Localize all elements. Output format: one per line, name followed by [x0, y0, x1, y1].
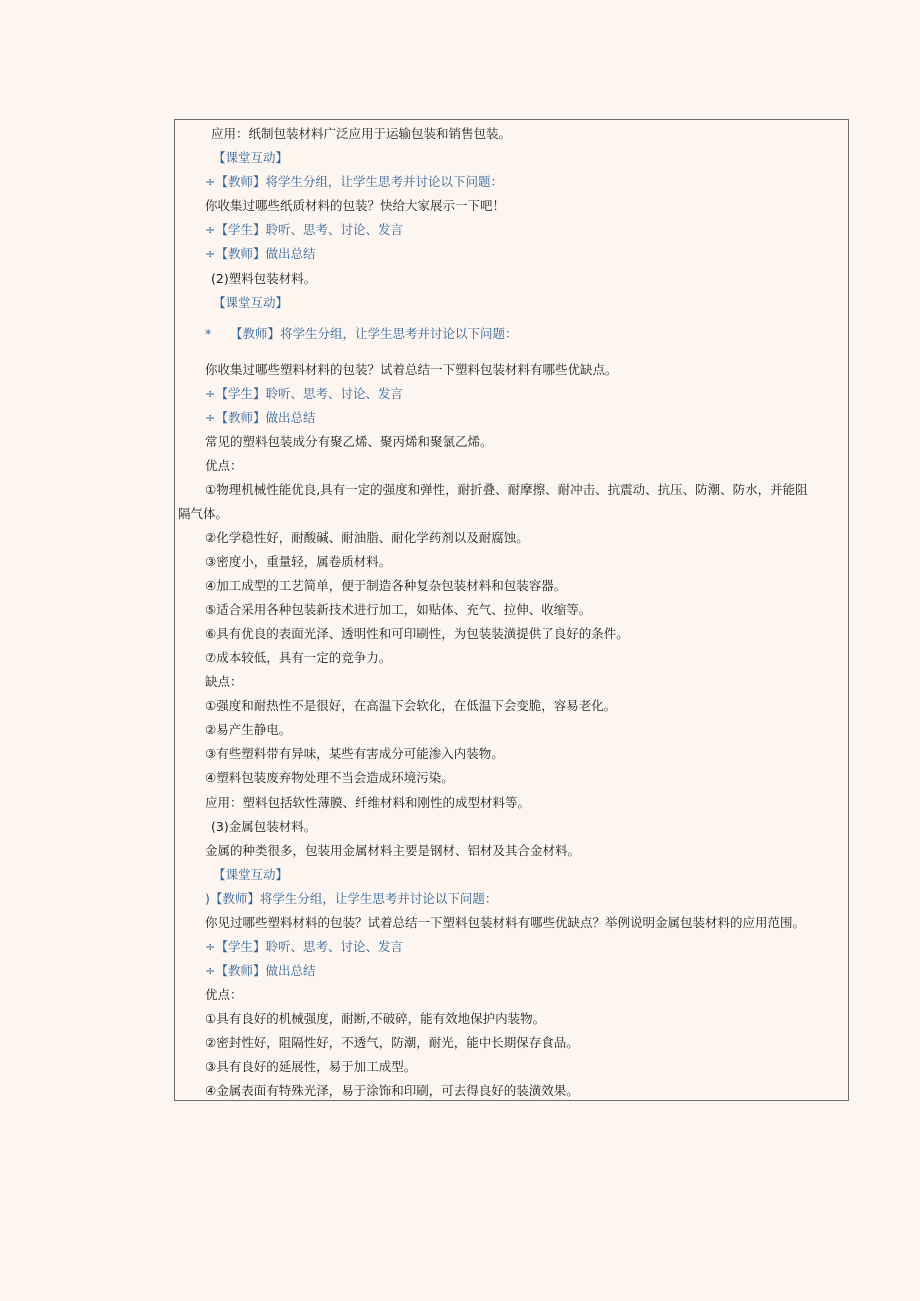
text-line-19: ④加工成型的工艺简单，便于制造各种复杂包装材料和包装容器。 [205, 578, 567, 593]
text-line-1: 应用：纸制包装材料广泛应用于运输包装和销售包装。 [211, 126, 512, 141]
text-line-21: ⑥具有优良的表面光泽、透明性和可印刷性，为包装装潢提供了良好的条件。 [205, 626, 629, 641]
text-line-34: ÷【学生】聆听、思考、讨论、发言 [205, 939, 403, 954]
text-line-40: ④金属表面有特殊光泽，易于涂饰和印刷，可去得良好的装潢效果。 [205, 1083, 579, 1098]
text-line-31: 【课堂互动】 [213, 867, 289, 882]
text-line-6: ÷【教师】做出总结 [205, 246, 316, 261]
text-line-14: 优点： [205, 458, 243, 473]
text-line-12: ÷【教师】做出总结 [205, 410, 316, 425]
text-line-37: ①具有良好的机械强度，耐断,不破碎，能有效地保护内装物。 [205, 1011, 546, 1026]
text-line-39: ③具有良好的延展性，易于加工成型。 [205, 1059, 417, 1074]
text-line-9: * 【教师】将学生分组，让学生思考并讨论以下问题： [205, 326, 518, 341]
text-line-15: ①物理机械性能优良,具有一定的强度和弹性，耐折叠、耐摩擦、耐冲击、抗震动、抗压、防潮、防水，并能阻 [205, 482, 808, 497]
text-line-17: ②化学稳性好，耐酸碱、耐油脂、耐化学药剂以及耐腐蚀。 [205, 530, 529, 545]
text-line-22: ⑦成本较低，具有一定的竞争力。 [205, 650, 392, 665]
text-line-38: ②密封性好，阻隔性好，不透气，防潮，耐光，能中长期保存食品。 [205, 1035, 579, 1050]
text-line-27: ④塑料包装废弃物处理不当会造成环境污染。 [205, 770, 454, 785]
text-line-2: 【课堂互动】 [213, 150, 289, 165]
text-line-25: ②易产生静电。 [205, 722, 292, 737]
text-line-5: ÷【学生】聆听、思考、讨论、发言 [205, 222, 403, 237]
text-line-24: ①强度和耐热性不是很好，在高温下会软化，在低温下会变脆，容易老化。 [205, 698, 617, 713]
text-line-33: 你见过哪些塑料材料的包装？试着总结一下塑料包装材料有哪些优缺点？举例说明金属包装材料的应用范围。 [205, 915, 806, 930]
text-line-8: 【课堂互动】 [213, 295, 289, 310]
text-line-10: 你收集过哪些塑料材料的包装？试着总结一下塑料包装材料有哪些优缺点。 [205, 362, 618, 377]
text-line-3: ÷【教师】将学生分组，让学生思考并讨论以下问题： [205, 174, 503, 189]
text-line-13: 常见的塑料包装成分有聚乙烯、聚丙烯和聚氯乙烯。 [205, 434, 493, 449]
text-line-35: ÷【教师】做出总结 [205, 963, 316, 978]
text-line-32: )【教师】将学生分组，让学生思考并讨论以下问题： [205, 891, 498, 906]
text-line-18: ③密度小，重量轻，属卷质材料。 [205, 554, 392, 569]
text-line-7: (2)塑料包装材料。 [211, 271, 317, 286]
text-line-16: 隔气体。 [178, 506, 229, 521]
text-line-28: 应用：塑料包括软性薄膜、纤维材料和刚性的成型材料等。 [205, 795, 531, 810]
text-line-11: ÷【学生】聆听、思考、讨论、发言 [205, 386, 403, 401]
text-line-30: 金属的种类很多，包装用金属材料主要是钢材、铝材及其合金材料。 [205, 843, 581, 858]
text-line-29: (3)金属包装材料。 [211, 819, 317, 834]
text-line-23: 缺点： [205, 674, 243, 689]
text-line-20: ⑤适合采用各种包装新技术进行加工，如贴体、充气、拉伸、收缩等。 [205, 602, 592, 617]
text-line-36: 优点： [205, 987, 243, 1002]
text-line-26: ③有些塑料带有异味，某些有害成分可能渗入内装物。 [205, 746, 504, 761]
text-line-4: 你收集过哪些纸质材料的包装？快给大家展示一下吧！ [205, 198, 506, 213]
